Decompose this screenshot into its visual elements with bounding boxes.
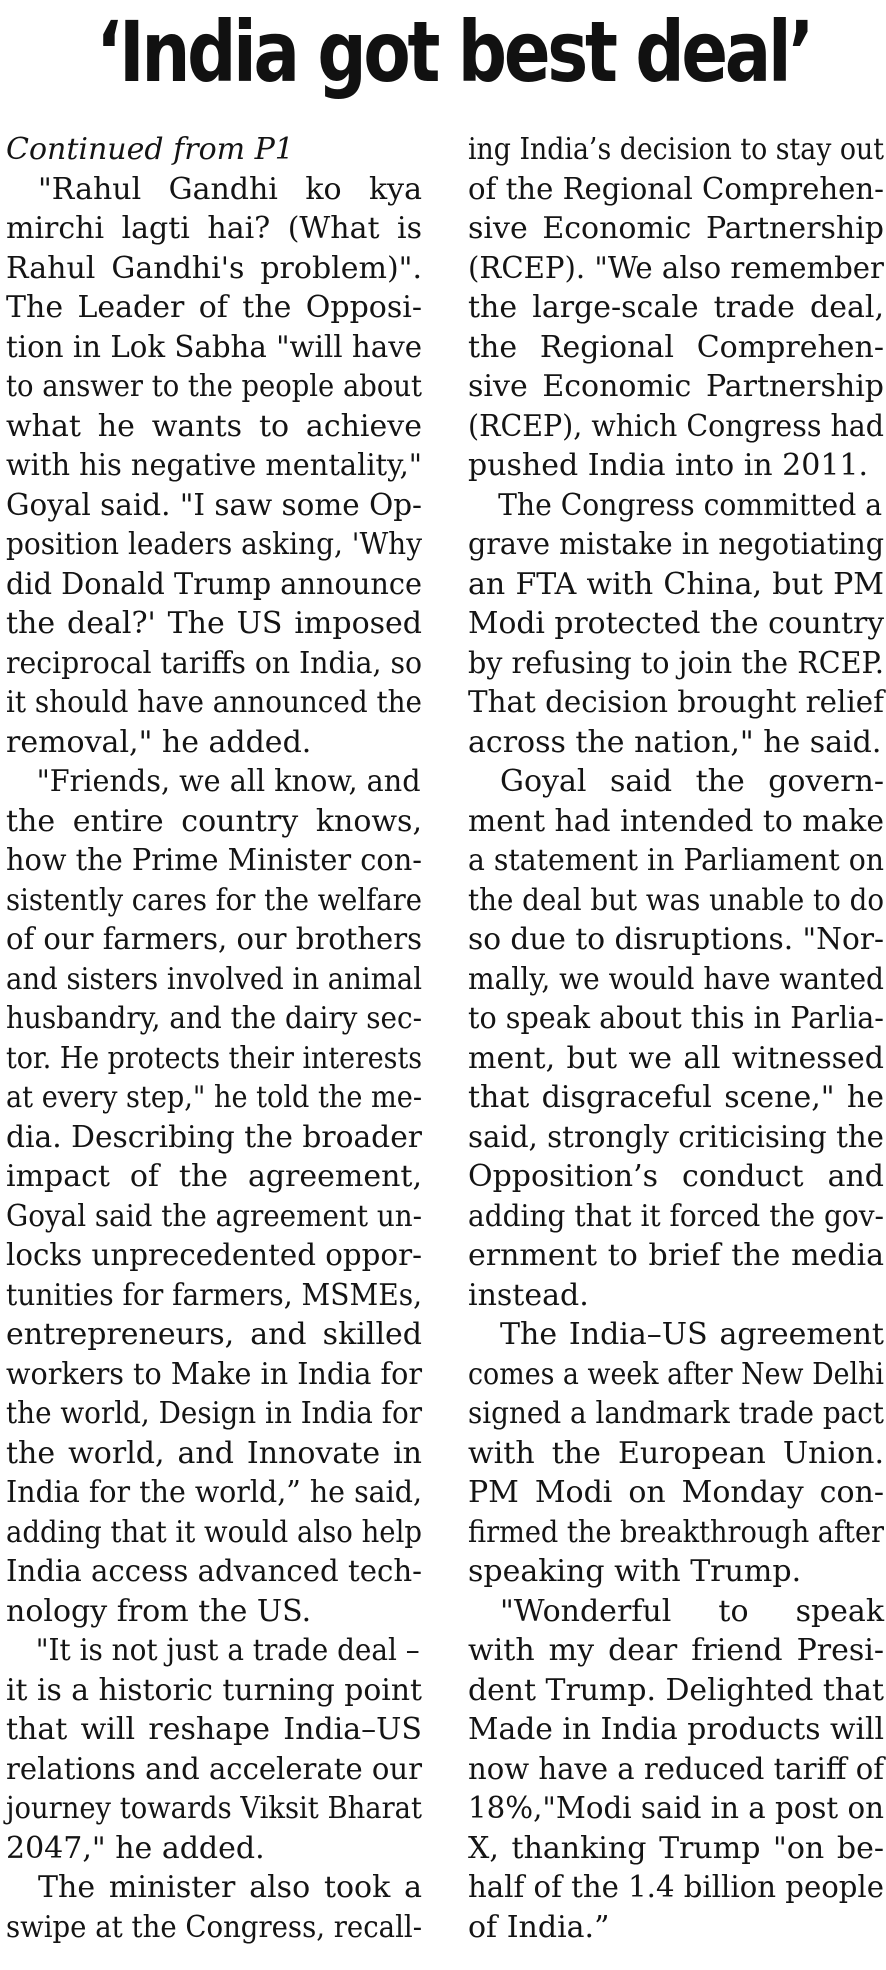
article-text-line: India access advanced tech-: [6, 1554, 422, 1589]
article-text-line: mally, we would have wanted: [468, 961, 884, 997]
article-text-line: reciprocal tariffs on India, so: [6, 645, 423, 681]
article-text-line: the large-scale trade deal,: [468, 290, 884, 325]
article-text-line: the entire country knows,: [6, 803, 422, 839]
headline: ‘India got best deal’: [96, 3, 812, 101]
article-text-line: locks unprecedented oppor-: [6, 1238, 422, 1273]
article-text-line: ernment to brief the media: [468, 1238, 884, 1273]
article-text-line: said, strongly criticising the: [468, 1119, 884, 1155]
article-text-line: at every step," he told the me-: [6, 1080, 422, 1115]
article-text-line: dent Trump. Delighted that: [468, 1672, 884, 1708]
article-text-line: it is a historic turning point: [6, 1672, 423, 1708]
article-text-line: the world, Design in India for: [6, 1396, 423, 1431]
article-text-line: and sisters involved in animal: [6, 961, 423, 997]
article-text-line: position leaders asking, 'Why: [6, 527, 422, 562]
article-text-line: it should have announced the: [6, 685, 423, 720]
article-text-line: "It is not just a trade deal –: [35, 1633, 420, 1668]
article-column-left: [6, 130, 422, 1947]
article-text-line: that will reshape India–US: [6, 1712, 422, 1747]
article-text-line: across the nation," he said.: [468, 724, 882, 760]
article-text-line: Rahul Gandhi's problem)".: [6, 250, 422, 286]
article-text-line: half of the 1.4 billion people: [468, 1870, 884, 1905]
article-text-line: Modi protected the country: [468, 606, 885, 641]
article-text-line: X, thanking Trump "on be-: [468, 1830, 884, 1866]
article-text-line: swipe at the Congress, recall-: [6, 1909, 423, 1945]
article-text-line: adding that it would also help: [6, 1514, 422, 1550]
article-text-line: by refusing to join the RCEP.: [468, 645, 885, 681]
article-text-line: of the Regional Comprehen-: [468, 171, 884, 207]
article-column-right: [468, 130, 884, 1947]
article-text-line: impact of the agreement,: [6, 1159, 422, 1194]
article-text-line: tor. He protects their interests: [6, 1040, 423, 1076]
article-text-line: PM Modi on Monday con-: [468, 1475, 884, 1510]
article-text-line: firmed the breakthrough after: [468, 1514, 885, 1550]
article-text-line: speaking with Trump.: [468, 1554, 802, 1589]
article-text-line: instead.: [468, 1277, 589, 1313]
article-text-line: The Leader of the Opposi-: [6, 290, 422, 325]
article-text-line: The minister also took a: [38, 1870, 422, 1905]
article-text-line: dia. Describing the broader: [6, 1119, 422, 1155]
article-text-line: entrepreneurs, and skilled: [6, 1317, 422, 1352]
article-text-line: India for the world,” he said,: [6, 1475, 422, 1510]
article-text-line: Goyal said the govern-: [500, 764, 884, 799]
article-text-line: tion in Lok Sabha "will have: [6, 329, 423, 365]
article-text-line: of our farmers, our brothers: [6, 922, 422, 957]
article-text-line: 2047," he added.: [6, 1830, 265, 1866]
article-text-line: ment, but we all witnessed: [468, 1040, 884, 1076]
article-text-line: Made in India products will: [468, 1712, 885, 1747]
article-text-line: Continued from P1: [6, 132, 294, 167]
article-text-line: Goyal said the agreement un-: [6, 1198, 423, 1234]
article-text-line: with the European Union.: [468, 1435, 884, 1471]
article-text-line: (RCEP). "We also remember: [468, 250, 884, 286]
article-text-line: Opposition’s conduct and: [468, 1159, 884, 1194]
article-text-line: Goyal said. "I saw some Op-: [6, 487, 422, 523]
article-text-line: the Regional Comprehen-: [468, 329, 884, 365]
article-text-line: how the Prime Minister con-: [6, 843, 422, 878]
article-text-line: tunities for farmers, MSMEs,: [6, 1277, 423, 1313]
article-text-line: sive Economic Partnership: [468, 369, 884, 404]
article-text-line: That decision brought relief: [468, 685, 884, 720]
article-text-line: of India.”: [468, 1909, 610, 1945]
article-text-line: sive Economic Partnership: [468, 211, 884, 246]
article-text-line: removal," he added.: [6, 724, 312, 760]
article-text-line: adding that it forced the gov-: [468, 1198, 884, 1234]
article-text-line: husbandry, and the dairy sec-: [6, 1001, 423, 1036]
article-text-line: journey towards Viksit Bharat: [6, 1791, 422, 1826]
article-text-line: what he wants to achieve: [6, 408, 422, 444]
article-text-line: grave mistake in negotiating: [468, 527, 885, 562]
article-text-line: The India–US agreement: [500, 1317, 884, 1352]
article-text-line: sistently cares for the welfare: [6, 882, 422, 918]
article-text-line: relations and accelerate our: [6, 1751, 423, 1787]
article-text-line: an FTA with China, but PM: [468, 566, 884, 602]
article-text-line: that disgraceful scene," he: [468, 1080, 884, 1115]
article-text-line: comes a week after New Delhi: [468, 1356, 884, 1392]
article-text-line: pushed India into in 2011.: [468, 448, 869, 483]
article-text-line: a statement in Parliament on: [468, 843, 885, 878]
article-text-line: the deal but was unable to do: [468, 882, 884, 918]
article-text-line: mirchi lagti hai? (What is: [6, 211, 422, 246]
article-text-line: with his negative mentality,": [6, 448, 423, 483]
article-text-line: to speak about this in Parlia-: [468, 1001, 884, 1036]
article-text-line: signed a landmark trade pact: [468, 1396, 884, 1431]
article-text-line: "Friends, we all know, and: [36, 764, 421, 799]
article-text-line: workers to Make in India for: [6, 1356, 422, 1392]
article-text-line: ment had intended to make: [468, 803, 885, 839]
article-text-line: so due to disruptions. "Nor-: [468, 922, 885, 957]
article-text-line: (RCEP), which Congress had: [468, 408, 884, 444]
article-text-line: with my dear friend Presi-: [468, 1633, 884, 1668]
article-text-line: "Wonderful to speak: [500, 1593, 884, 1629]
article-text-line: did Donald Trump announce: [6, 566, 423, 602]
article-text-line: The Congress committed a: [498, 487, 883, 523]
article-text-line: "Rahul Gandhi ko kya: [38, 171, 422, 207]
article-text-line: the deal?' The US imposed: [6, 606, 422, 641]
article-text-line: to answer to the people about: [6, 369, 422, 404]
article-text-line: nology from the US.: [6, 1593, 312, 1629]
article-text-line: now have a reduced tariff of: [468, 1751, 885, 1787]
article-text-line: 18%,"Modi said in a post on: [468, 1791, 884, 1826]
article-text-line: ing India’s decision to stay out: [468, 132, 885, 167]
article-text-line: the world, and Innovate in: [6, 1435, 422, 1471]
